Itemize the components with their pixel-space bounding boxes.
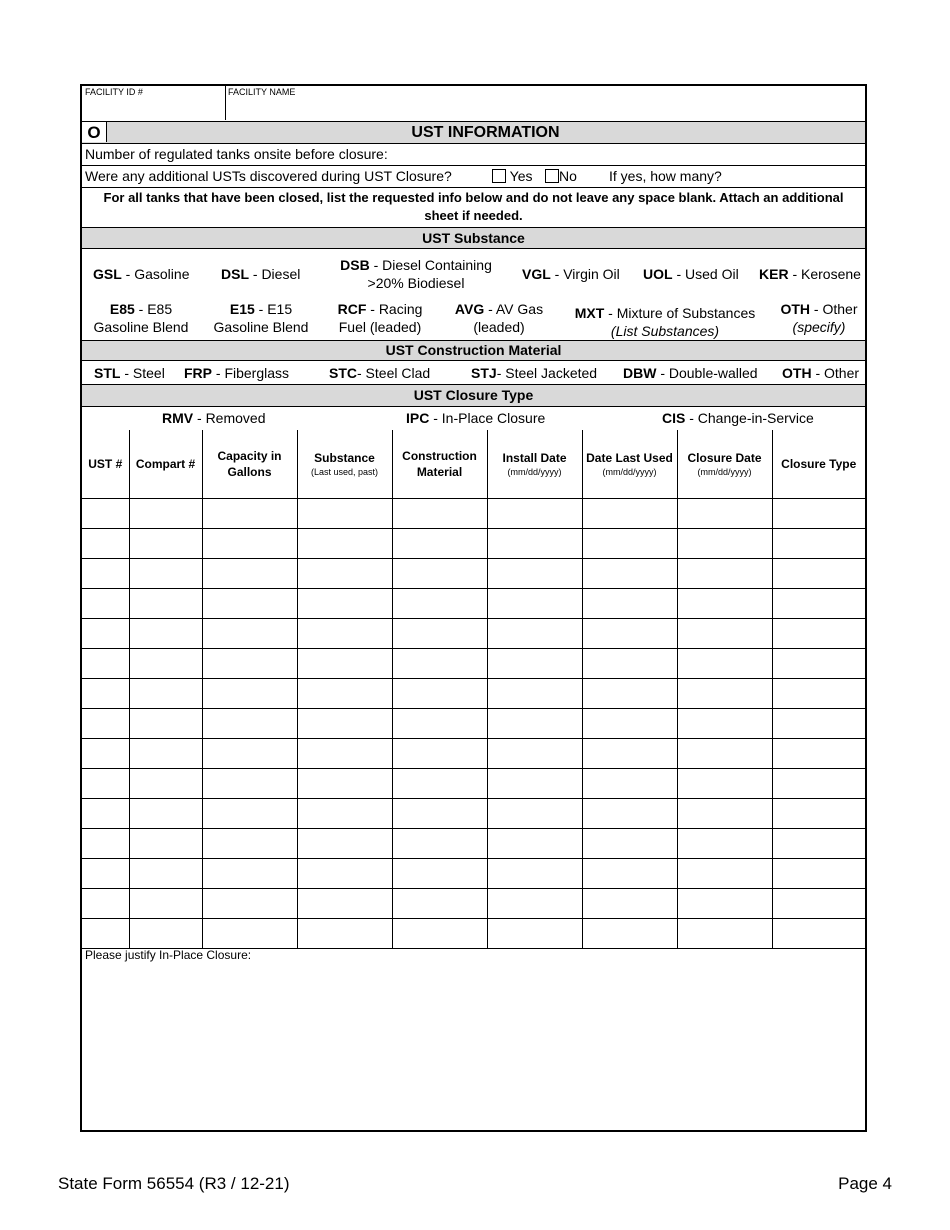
col-closure-date: Closure Date (mm/dd/yyyy) (677, 430, 772, 498)
table-cell[interactable] (82, 678, 129, 708)
instructions: For all tanks that have been closed, list the requested info below and do not leave any space blank. Attach an additional sheet if needed. (82, 188, 865, 228)
table-cell[interactable] (392, 828, 487, 858)
section-title: UST INFORMATION (411, 124, 560, 141)
table-cell[interactable] (677, 888, 772, 918)
no-checkbox-group[interactable] (545, 166, 577, 187)
table-cell[interactable] (772, 558, 865, 588)
table-cell[interactable] (582, 768, 677, 798)
how-many-label[interactable]: If yes, how many? (609, 168, 722, 184)
table-cell[interactable] (772, 738, 865, 768)
legend-stc: STC- Steel Clad (329, 365, 431, 381)
table-cell[interactable] (297, 768, 392, 798)
closure-type-title-bar (82, 385, 865, 407)
table-cell[interactable] (677, 528, 772, 558)
table-cell[interactable] (392, 888, 487, 918)
table-cell[interactable] (129, 618, 202, 648)
col-compart: Compart # (129, 430, 202, 498)
table-cell[interactable] (129, 708, 202, 738)
table-cell[interactable] (392, 708, 487, 738)
table-cell[interactable] (392, 768, 487, 798)
table-cell[interactable] (677, 588, 772, 618)
table-row (82, 618, 865, 648)
section-letter: O (82, 122, 107, 142)
table-cell[interactable] (487, 528, 582, 558)
table-cell[interactable] (202, 588, 297, 618)
table-cell[interactable] (677, 648, 772, 678)
table-cell[interactable] (582, 708, 677, 738)
legend-vgl: VGL - Virgin Oil (522, 266, 620, 282)
table-cell[interactable] (487, 648, 582, 678)
table-cell[interactable] (392, 738, 487, 768)
table-cell[interactable] (202, 828, 297, 858)
col-substance: Substance (Last used, past) (297, 430, 392, 498)
table-cell[interactable] (772, 498, 865, 528)
table-cell[interactable] (772, 648, 865, 678)
table-row (82, 918, 865, 948)
legend-stj: STJ- Steel Jacketed (471, 365, 598, 381)
table-cell[interactable] (129, 798, 202, 828)
table-cell[interactable] (297, 648, 392, 678)
table-cell[interactable] (582, 528, 677, 558)
facility-row (82, 86, 865, 122)
table-cell[interactable] (129, 498, 202, 528)
no-label: No (559, 168, 577, 184)
table-cell[interactable] (772, 888, 865, 918)
table-cell[interactable] (82, 798, 129, 828)
table-cell[interactable] (677, 738, 772, 768)
table-cell[interactable] (129, 738, 202, 768)
table-cell[interactable] (202, 888, 297, 918)
table-cell[interactable] (582, 618, 677, 648)
table-cell[interactable] (82, 648, 129, 678)
table-cell[interactable] (487, 798, 582, 828)
table-cell[interactable] (487, 828, 582, 858)
ust-table (82, 430, 865, 949)
no-checkbox[interactable] (545, 169, 559, 183)
table-row (82, 498, 865, 528)
justify-label: Please justify In-Place Closure: (85, 948, 252, 962)
legend-stl: STL - Steel (94, 365, 165, 381)
table-cell[interactable] (487, 558, 582, 588)
table-cell[interactable] (582, 828, 677, 858)
table-cell[interactable] (487, 588, 582, 618)
closure-type-title: UST Closure Type (413, 387, 534, 403)
table-cell[interactable] (582, 498, 677, 528)
table-cell[interactable] (772, 588, 865, 618)
table-cell[interactable] (677, 768, 772, 798)
table-body (82, 498, 865, 948)
table-cell[interactable] (297, 888, 392, 918)
col-install-date: Install Date (mm/dd/yyyy) (487, 430, 582, 498)
table-cell[interactable] (129, 828, 202, 858)
facility-name-label: FACILITY NAME (228, 87, 296, 97)
table-cell[interactable] (82, 828, 129, 858)
table-cell[interactable] (582, 858, 677, 888)
table-cell[interactable] (297, 528, 392, 558)
section-title-bar (82, 122, 865, 144)
table-cell[interactable] (202, 798, 297, 828)
table-cell[interactable] (129, 888, 202, 918)
table-cell[interactable] (582, 918, 677, 948)
facility-id-label: FACILITY ID # (85, 87, 143, 97)
additional-usts-row (82, 166, 865, 188)
table-cell[interactable] (202, 678, 297, 708)
legend-gsl: GSL - Gasoline (93, 266, 190, 282)
facility-name-field[interactable] (226, 86, 865, 120)
table-cell[interactable] (772, 798, 865, 828)
col-capacity: Capacity in Gallons (202, 430, 297, 498)
table-cell[interactable] (297, 738, 392, 768)
table-cell[interactable] (677, 858, 772, 888)
table-cell[interactable] (82, 918, 129, 948)
legend-e85: E85 - E85 Gasoline Blend (93, 301, 189, 335)
legend-dsl: DSL - Diesel (221, 266, 301, 282)
table-cell[interactable] (297, 858, 392, 888)
tanks-onsite-row[interactable] (82, 144, 865, 166)
table-cell[interactable] (82, 768, 129, 798)
table-cell[interactable] (129, 648, 202, 678)
substance-title: UST Substance (422, 230, 525, 246)
table-cell[interactable] (582, 678, 677, 708)
table-cell[interactable] (82, 738, 129, 768)
table-cell[interactable] (202, 768, 297, 798)
table-cell[interactable] (582, 648, 677, 678)
tanks-onsite-question: Number of regulated tanks onsite before closure: (85, 146, 388, 162)
col-closure-type: Closure Type (772, 430, 865, 498)
legend-frp: FRP - Fiberglass (184, 365, 290, 381)
table-cell[interactable] (677, 708, 772, 738)
table-cell[interactable] (772, 678, 865, 708)
table-cell[interactable] (487, 888, 582, 918)
table-cell[interactable] (392, 498, 487, 528)
legend-rcf: RCF - Racing Fuel (leaded) (337, 301, 423, 335)
table-cell[interactable] (392, 558, 487, 588)
table-cell[interactable] (677, 798, 772, 828)
table-cell[interactable] (392, 678, 487, 708)
table-row (82, 798, 865, 828)
yes-label: Yes (509, 168, 533, 184)
table-cell[interactable] (677, 618, 772, 648)
table-cell[interactable] (487, 858, 582, 888)
table-cell[interactable] (582, 558, 677, 588)
table-cell[interactable] (82, 588, 129, 618)
table-cell[interactable] (202, 498, 297, 528)
table-row (82, 858, 865, 888)
legend-oth-construction: OTH - Other (782, 365, 860, 381)
table-cell[interactable] (82, 888, 129, 918)
table-cell[interactable] (487, 918, 582, 948)
table-cell[interactable] (677, 918, 772, 948)
closure-type-legend (82, 407, 865, 430)
table-cell[interactable] (392, 798, 487, 828)
table-cell[interactable] (297, 618, 392, 648)
table-cell[interactable] (202, 618, 297, 648)
table-cell[interactable] (202, 858, 297, 888)
col-construction: Construction Material (392, 430, 487, 498)
table-cell[interactable] (677, 828, 772, 858)
col-date-last-used: Date Last Used (mm/dd/yyyy) (582, 430, 677, 498)
table-cell[interactable] (772, 918, 865, 948)
table-cell[interactable] (129, 858, 202, 888)
table-cell[interactable] (202, 558, 297, 588)
table-cell[interactable] (582, 798, 677, 828)
construction-title-bar (82, 341, 865, 361)
table-cell[interactable] (297, 558, 392, 588)
form-number: State Form 56554 (R3 / 12-21) (58, 1174, 290, 1193)
table-cell[interactable] (297, 708, 392, 738)
table-cell[interactable] (582, 738, 677, 768)
table-cell[interactable] (772, 858, 865, 888)
table-cell[interactable] (202, 738, 297, 768)
table-cell[interactable] (82, 498, 129, 528)
legend-e15: E15 - E15 Gasoline Blend (213, 301, 309, 335)
additional-usts-question: Were any additional USTs discovered during UST Closure? (85, 168, 452, 184)
yes-checkbox-group[interactable] (492, 166, 532, 187)
table-cell[interactable] (82, 618, 129, 648)
table-cell[interactable] (487, 768, 582, 798)
justify-field[interactable] (82, 947, 865, 1130)
table-cell[interactable] (129, 678, 202, 708)
construction-title: UST Construction Material (385, 342, 562, 358)
table-cell[interactable] (487, 678, 582, 708)
table-cell[interactable] (297, 918, 392, 948)
table-cell[interactable] (297, 828, 392, 858)
table-row (82, 768, 865, 798)
table-cell[interactable] (772, 618, 865, 648)
table-cell[interactable] (82, 708, 129, 738)
table-row (82, 648, 865, 678)
table-cell[interactable] (772, 528, 865, 558)
table-cell[interactable] (392, 618, 487, 648)
table-cell[interactable] (677, 678, 772, 708)
table-row (82, 558, 865, 588)
table-cell[interactable] (392, 918, 487, 948)
substance-title-bar (82, 228, 865, 249)
table-cell[interactable] (82, 858, 129, 888)
table-cell[interactable] (129, 588, 202, 618)
table-cell[interactable] (129, 558, 202, 588)
table-cell[interactable] (82, 528, 129, 558)
table-row (82, 708, 865, 738)
legend-avg: AVG - AV Gas (leaded) (454, 301, 544, 335)
table-row (82, 888, 865, 918)
table-cell[interactable] (677, 498, 772, 528)
table-row (82, 828, 865, 858)
table-row (82, 678, 865, 708)
table-cell[interactable] (677, 558, 772, 588)
table-cell[interactable] (487, 708, 582, 738)
legend-cis: CIS - Change-in-Service (662, 410, 814, 426)
table-cell[interactable] (202, 708, 297, 738)
legend-mxt: MXT - Mixture of Substances (List Substances) (574, 305, 756, 339)
col-ust: UST # (82, 430, 129, 498)
table-cell[interactable] (129, 918, 202, 948)
construction-legend (82, 361, 865, 385)
table-cell[interactable] (129, 528, 202, 558)
legend-oth: OTH - Other (specify) (780, 301, 858, 335)
yes-checkbox[interactable] (492, 169, 506, 183)
table-header-row (82, 430, 865, 498)
table-row (82, 738, 865, 768)
table-cell[interactable] (392, 648, 487, 678)
legend-uol: UOL - Used Oil (643, 266, 739, 282)
table-cell[interactable] (297, 588, 392, 618)
table-cell[interactable] (772, 828, 865, 858)
table-cell[interactable] (202, 918, 297, 948)
table-cell[interactable] (772, 708, 865, 738)
table-cell[interactable] (582, 588, 677, 618)
substance-legend (82, 249, 865, 341)
table-cell[interactable] (297, 798, 392, 828)
table-cell[interactable] (82, 558, 129, 588)
page-number: Page 4 (838, 1174, 892, 1193)
facility-id-field[interactable] (82, 86, 226, 120)
table-cell[interactable] (772, 768, 865, 798)
table-row (82, 528, 865, 558)
table-cell[interactable] (202, 528, 297, 558)
table-cell[interactable] (297, 678, 392, 708)
legend-dbw: DBW - Double-walled (623, 365, 758, 381)
table-cell[interactable] (297, 498, 392, 528)
table-cell[interactable] (487, 498, 582, 528)
table-cell[interactable] (487, 738, 582, 768)
table-row (82, 588, 865, 618)
legend-ipc: IPC - In-Place Closure (406, 410, 546, 426)
table-cell[interactable] (582, 888, 677, 918)
table-cell[interactable] (129, 768, 202, 798)
ust-information-form (80, 84, 867, 1132)
table-cell[interactable] (487, 618, 582, 648)
legend-dsb: DSB - Diesel Containing >20% Biodiesel (340, 257, 492, 291)
legend-rmv: RMV - Removed (162, 410, 266, 426)
legend-ker: KER - Kerosene (759, 266, 861, 282)
table-cell[interactable] (392, 588, 487, 618)
table-cell[interactable] (392, 528, 487, 558)
table-cell[interactable] (202, 648, 297, 678)
table-cell[interactable] (392, 858, 487, 888)
